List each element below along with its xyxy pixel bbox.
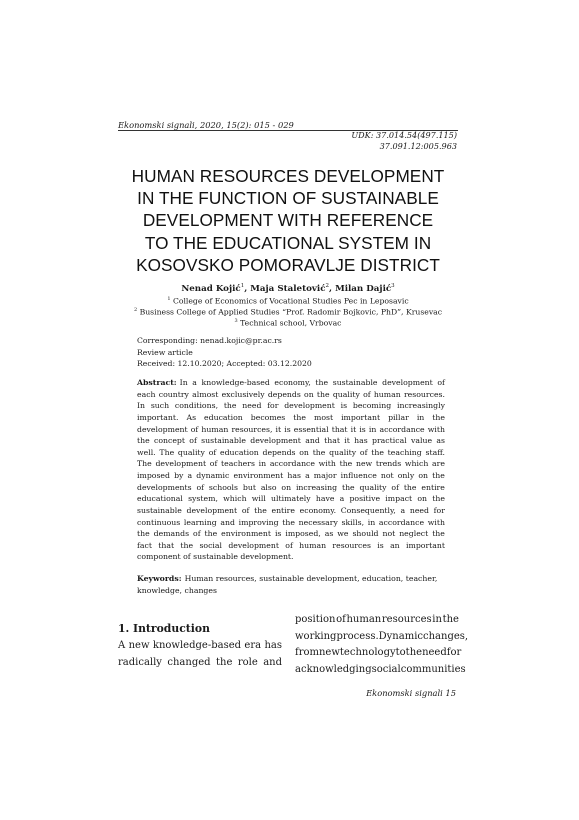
word: has bbox=[354, 436, 368, 446]
word: the bbox=[316, 389, 330, 399]
word: environment bbox=[221, 529, 271, 539]
word: an bbox=[390, 540, 400, 550]
word: has bbox=[287, 471, 301, 480]
word: pillar bbox=[388, 412, 409, 422]
word: for bbox=[446, 647, 462, 659]
word: changes, bbox=[423, 630, 469, 642]
word: on bbox=[417, 494, 428, 504]
word: skills, bbox=[341, 517, 365, 527]
word: development bbox=[250, 436, 301, 446]
word: of bbox=[190, 424, 199, 434]
word: in bbox=[368, 424, 377, 434]
word: human bbox=[346, 614, 382, 625]
word: is bbox=[284, 424, 291, 434]
word: concept bbox=[154, 436, 185, 446]
word: changed bbox=[167, 656, 211, 668]
word: for bbox=[433, 505, 445, 515]
word: the bbox=[315, 378, 329, 387]
word: development bbox=[284, 401, 335, 411]
author-separator: , bbox=[244, 283, 251, 294]
word: practical bbox=[372, 436, 407, 446]
word: of bbox=[193, 529, 201, 539]
word: as bbox=[324, 529, 334, 539]
article-dates: Received: 12.10.2020; Accepted: 03.12.2020 bbox=[137, 359, 312, 369]
word: the bbox=[405, 647, 423, 659]
body-line bbox=[295, 645, 462, 662]
body-column-left bbox=[118, 638, 282, 671]
word: sustainable bbox=[332, 378, 378, 387]
word: The bbox=[159, 447, 175, 457]
article-type: Review article bbox=[137, 347, 193, 357]
word: dynamic bbox=[196, 471, 230, 480]
word: from bbox=[295, 647, 319, 659]
affiliation bbox=[108, 307, 468, 317]
keywords-label: Keywords: bbox=[137, 574, 182, 583]
corresponding-email: Corresponding: nenad.kojic@pr.ac.rs bbox=[137, 336, 282, 345]
word: with bbox=[427, 424, 445, 434]
word: of bbox=[209, 459, 218, 469]
word: of bbox=[241, 505, 250, 515]
word: of bbox=[336, 614, 346, 625]
word: sustainable bbox=[201, 436, 246, 446]
body-line bbox=[295, 612, 459, 629]
abstract bbox=[137, 377, 445, 563]
word: developments bbox=[137, 482, 192, 492]
word: of bbox=[208, 447, 217, 457]
word: a bbox=[187, 471, 193, 480]
word: most bbox=[313, 412, 334, 422]
word: resources bbox=[332, 540, 371, 550]
word: A bbox=[118, 640, 126, 651]
word: by bbox=[174, 471, 184, 480]
word: social bbox=[199, 540, 222, 550]
word: impact bbox=[385, 494, 413, 504]
keywords-line bbox=[137, 573, 445, 585]
word: that bbox=[331, 424, 348, 434]
word: increasing bbox=[295, 482, 338, 492]
word: accordance bbox=[379, 424, 425, 434]
word: of bbox=[285, 540, 293, 550]
word: entire bbox=[271, 505, 295, 515]
word: knowledge-based bbox=[201, 378, 270, 387]
word: the bbox=[282, 517, 295, 527]
word: and bbox=[305, 436, 320, 446]
word: social bbox=[371, 663, 401, 675]
word: is bbox=[359, 424, 366, 434]
word: positive bbox=[349, 494, 381, 504]
word: development bbox=[228, 540, 279, 550]
word: is bbox=[377, 540, 384, 550]
word: the bbox=[223, 401, 237, 411]
word: a bbox=[192, 378, 197, 387]
word: need bbox=[422, 647, 447, 659]
word: education bbox=[219, 447, 259, 457]
author-list bbox=[118, 283, 458, 294]
word: of bbox=[189, 436, 197, 446]
abstract-line bbox=[137, 389, 445, 401]
word: the bbox=[254, 505, 267, 515]
word: the bbox=[312, 447, 326, 457]
word: of bbox=[196, 482, 205, 492]
udk-line-2: 37.091.12:005.963 bbox=[379, 141, 457, 151]
word: the bbox=[432, 529, 445, 539]
word: conditions, bbox=[174, 401, 219, 411]
word: the bbox=[216, 656, 233, 668]
word: a bbox=[305, 471, 310, 480]
word: only bbox=[397, 471, 415, 480]
abstract-line bbox=[137, 470, 445, 482]
word: As bbox=[186, 412, 197, 422]
word: major bbox=[313, 471, 337, 480]
word: new bbox=[128, 640, 150, 651]
author-name: Milan Dajić bbox=[335, 283, 392, 294]
word: development bbox=[137, 424, 188, 434]
word: resources bbox=[381, 614, 432, 625]
word: human bbox=[201, 424, 229, 434]
word: influence bbox=[340, 471, 377, 480]
word: communities bbox=[400, 663, 466, 675]
word: country bbox=[158, 389, 189, 399]
title-line: TO THE EDUCATIONAL SYSTEM IN bbox=[144, 232, 432, 253]
word: almost bbox=[192, 389, 219, 399]
word: acknowledging bbox=[295, 663, 372, 675]
word: the bbox=[341, 482, 355, 492]
abstract-line bbox=[137, 447, 445, 459]
word: of bbox=[359, 447, 368, 457]
word: trends bbox=[375, 459, 402, 469]
word: development bbox=[186, 505, 238, 515]
word: imposed, bbox=[285, 529, 321, 539]
abstract-line bbox=[137, 435, 445, 447]
word: accordance bbox=[378, 517, 425, 527]
word: the bbox=[180, 540, 194, 550]
abstract-line bbox=[137, 517, 445, 529]
keywords bbox=[137, 573, 445, 596]
word: the bbox=[137, 529, 150, 539]
udk-classification bbox=[351, 130, 457, 152]
word: should bbox=[352, 529, 379, 539]
word: a bbox=[339, 494, 345, 504]
word: need bbox=[242, 401, 262, 411]
word: and bbox=[220, 517, 235, 527]
word: it bbox=[344, 436, 350, 446]
word: learning bbox=[183, 517, 217, 527]
affiliation-text: College of Economics of Vocational Studies Pec in Leposavic bbox=[172, 296, 409, 306]
word: with bbox=[427, 517, 445, 527]
word: radically bbox=[118, 656, 162, 668]
word: new bbox=[318, 647, 340, 659]
word: in bbox=[258, 459, 267, 469]
word: of bbox=[363, 389, 371, 399]
word: the bbox=[432, 494, 445, 504]
word: depends bbox=[267, 389, 301, 399]
keywords-line: knowledge, changes bbox=[137, 585, 217, 595]
word: knowledge-based bbox=[152, 640, 242, 651]
word: fact bbox=[137, 540, 152, 550]
affiliation-text: Business College of Applied Studies “Prof. Radomir Bojkovic, PhD”, Krusevac bbox=[139, 307, 443, 317]
affiliation-mark: 2 bbox=[133, 307, 138, 313]
abstract-line: component of sustainable development. bbox=[137, 552, 294, 562]
word: important bbox=[341, 412, 381, 422]
abstract-line bbox=[137, 493, 445, 505]
word: teaching bbox=[387, 447, 422, 457]
word: which bbox=[223, 494, 247, 504]
body-line bbox=[295, 629, 469, 646]
word: on bbox=[304, 389, 314, 399]
word: becomes bbox=[250, 412, 286, 422]
affiliation-mark: 3 bbox=[234, 318, 238, 324]
abstract-line bbox=[137, 400, 445, 412]
abstract-label: Abstract: bbox=[137, 378, 177, 387]
word: quality bbox=[332, 389, 360, 399]
word: such bbox=[150, 401, 170, 411]
word: becoming bbox=[352, 401, 392, 411]
word: depends bbox=[262, 447, 296, 457]
word: the bbox=[204, 529, 218, 539]
word: In bbox=[179, 378, 188, 387]
body-line bbox=[295, 662, 466, 679]
word: system, bbox=[188, 494, 218, 504]
word: on bbox=[299, 447, 309, 457]
abstract-line bbox=[137, 482, 445, 494]
word: we bbox=[337, 529, 349, 539]
word: quality bbox=[329, 447, 357, 457]
word: that bbox=[158, 540, 175, 550]
word: environment bbox=[233, 471, 284, 480]
keywords-text: Human resources, sustainable development, education, teacher, bbox=[184, 574, 438, 583]
word: resources, bbox=[231, 424, 273, 434]
word: will bbox=[251, 494, 266, 504]
abstract-line bbox=[137, 540, 445, 552]
word: important bbox=[406, 540, 445, 550]
word: sustainable bbox=[137, 505, 182, 515]
word: accordance bbox=[269, 459, 315, 469]
word: schools bbox=[208, 482, 239, 492]
word: essential bbox=[293, 424, 329, 434]
affiliation-text: Technical school, Vrbovac bbox=[240, 318, 342, 328]
word: it bbox=[350, 424, 357, 434]
journal-reference: Ekonomski signali, 2020, 15(2): 015 - 029 bbox=[118, 120, 294, 130]
word: has bbox=[264, 640, 282, 651]
word: with bbox=[318, 459, 336, 469]
word: role bbox=[237, 656, 258, 668]
word: are bbox=[432, 459, 445, 469]
word: important. bbox=[137, 412, 179, 422]
word: increasingly bbox=[396, 401, 445, 411]
word: the bbox=[137, 436, 150, 446]
word: well. bbox=[137, 447, 156, 457]
word: human bbox=[373, 389, 401, 399]
word: the bbox=[371, 447, 384, 457]
title-line: KOSOVSKO POMORAVLJE DISTRICT bbox=[136, 254, 440, 275]
word: In bbox=[137, 401, 146, 411]
body-line bbox=[118, 638, 282, 655]
word: neglect bbox=[399, 529, 429, 539]
word: for bbox=[267, 401, 279, 411]
section-heading: 1. Introduction bbox=[118, 622, 210, 635]
word: quality bbox=[359, 482, 387, 492]
word: a bbox=[400, 505, 406, 515]
author-name: Maja Staletović bbox=[250, 283, 326, 294]
word: education bbox=[204, 412, 243, 422]
word: position bbox=[295, 614, 336, 625]
abstract-line bbox=[137, 412, 445, 424]
running-footer: Ekonomski signali 15 bbox=[366, 688, 456, 698]
word: in bbox=[367, 517, 376, 527]
word: of bbox=[391, 482, 399, 492]
word: exclusively bbox=[221, 389, 265, 399]
word: entire bbox=[421, 482, 445, 492]
word: to bbox=[395, 647, 406, 659]
word: teachers bbox=[221, 459, 255, 469]
word: continuous bbox=[137, 517, 181, 527]
word: the bbox=[432, 412, 445, 422]
word: it bbox=[275, 424, 282, 434]
author-affiliation-mark: 3 bbox=[391, 283, 395, 289]
word: Dynamic bbox=[378, 630, 423, 642]
article-meta bbox=[137, 335, 312, 370]
word: imposed bbox=[137, 471, 170, 480]
word: era bbox=[244, 640, 262, 651]
word: development bbox=[155, 459, 207, 469]
body-column-right bbox=[295, 612, 469, 678]
affiliation-mark: 1 bbox=[167, 296, 171, 302]
paper-title bbox=[118, 165, 458, 276]
word: each bbox=[137, 389, 156, 399]
word: The bbox=[137, 459, 152, 469]
word: the bbox=[339, 459, 353, 469]
word: the bbox=[432, 471, 445, 480]
word: development bbox=[382, 378, 433, 387]
word: is bbox=[274, 529, 282, 539]
word: on bbox=[418, 471, 429, 480]
udk-line-1: UDK: 37.014.54(497.115) bbox=[351, 130, 457, 140]
word: demands bbox=[153, 529, 190, 539]
word: ultimately bbox=[271, 494, 311, 504]
word: the bbox=[442, 614, 459, 625]
word: improving bbox=[238, 517, 279, 527]
word: value bbox=[410, 436, 433, 446]
word: educational bbox=[137, 494, 183, 504]
word: not bbox=[382, 529, 396, 539]
word: technology bbox=[339, 647, 396, 659]
affiliation bbox=[108, 318, 468, 328]
word: economy. bbox=[299, 505, 337, 515]
abstract-line bbox=[137, 458, 445, 470]
title-line: DEVELOPMENT WITH REFERENCE bbox=[142, 210, 434, 231]
body-line bbox=[118, 655, 282, 672]
word: quality bbox=[177, 447, 205, 457]
word: is bbox=[340, 401, 348, 411]
word: as bbox=[436, 436, 445, 446]
abstract-line bbox=[137, 377, 445, 389]
abstract-text bbox=[180, 377, 445, 389]
word: that bbox=[324, 436, 340, 446]
word: in bbox=[432, 614, 442, 625]
abstract-line bbox=[137, 528, 445, 540]
word: the bbox=[403, 482, 417, 492]
author-separator: , bbox=[329, 283, 336, 294]
word: but bbox=[242, 482, 256, 492]
word: which bbox=[404, 459, 429, 469]
word: staff. bbox=[425, 447, 445, 457]
word: of bbox=[437, 378, 445, 387]
word: also bbox=[260, 482, 277, 492]
word: Consequently, bbox=[340, 505, 396, 515]
title-line: HUMAN RESOURCES DEVELOPMENT bbox=[131, 166, 445, 186]
word: new bbox=[355, 459, 373, 469]
word: have bbox=[315, 494, 335, 504]
word: working bbox=[295, 630, 337, 642]
word: the bbox=[293, 412, 306, 422]
word: on bbox=[281, 482, 292, 492]
abstract-line bbox=[137, 505, 445, 517]
word: necessary bbox=[298, 517, 338, 527]
author-affiliation-mark: 2 bbox=[325, 283, 330, 289]
title-line: IN THE FUNCTION OF SUSTAINABLE bbox=[137, 188, 439, 209]
author-affiliation-mark: 1 bbox=[240, 283, 245, 289]
author-name: Nenad Kojić bbox=[181, 283, 241, 294]
word: economy, bbox=[274, 378, 311, 387]
word: and bbox=[263, 656, 282, 668]
word: resources. bbox=[403, 389, 445, 399]
affiliation bbox=[108, 296, 468, 306]
word: human bbox=[299, 540, 327, 550]
word: not bbox=[380, 471, 394, 480]
word: need bbox=[409, 505, 429, 515]
word: process. bbox=[336, 630, 379, 642]
word: in bbox=[416, 412, 425, 422]
abstract-line bbox=[137, 424, 445, 436]
